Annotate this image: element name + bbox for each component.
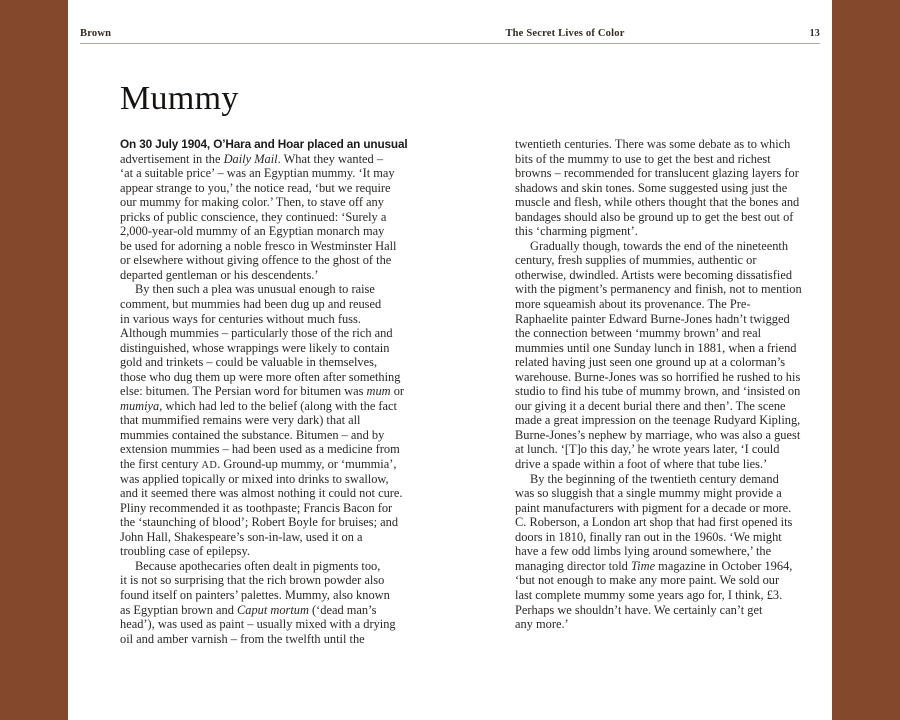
page-number: 13: [809, 28, 820, 39]
text-line: On 30 July 1904, O’Hara and Hoar placed an unusual: [120, 137, 408, 151]
text-line: advertisement in the Daily Mail. What they wanted –: [120, 151, 384, 166]
text-line: in various ways for centuries without much fuss.: [120, 311, 361, 326]
text-line: doors in 1810, finally ran out in the 1960s. ‘We might: [515, 529, 782, 544]
text-line: troubling case of epilepsy.: [120, 544, 250, 559]
text-line: mumiya, which had led to the belief (along with the fact: [120, 398, 397, 413]
text-line: bits of the mummy to use to get the best and richest: [515, 151, 771, 166]
text-column-left: [120, 137, 408, 646]
text-line: gold and trinkets – could be valuable in themselves,: [120, 355, 378, 370]
text-line: By the beginning of the twentieth century demand: [530, 471, 779, 486]
text-line: Although mummies – particularly those of the rich and: [120, 326, 393, 341]
text-line: made a great impression on the teenage Rudyard Kipling,: [515, 413, 801, 428]
text-line: Pliny recommended it as toothpaste; Francis Bacon for: [120, 500, 393, 515]
text-line: otherwise, dwindled. Artists were becoming dissatisfied: [515, 267, 793, 282]
text-line: comment, but mummies had been dug up and reused: [120, 297, 382, 312]
text-line: any more.’: [515, 617, 569, 632]
cover-spine-right: [832, 0, 900, 720]
text-line: with the pigment’s permanency and finish, not to mention: [515, 282, 802, 297]
running-head-chapter: Brown: [80, 28, 112, 39]
text-line: studio to find his tube of mummy brown, and ‘insisted on: [515, 384, 801, 399]
text-line: twentieth centuries. There was some debate as to which: [515, 137, 791, 151]
text-line: at lunch. ‘[T]o this day,’ he wrote years later, ‘I could: [515, 442, 780, 457]
text-line: distinguished, whose wrappings were likely to contain: [120, 340, 390, 355]
text-line: as Egyptian brown and Caput mortum (‘dead man’s: [120, 602, 377, 617]
text-line: those who dug them up were more often after something: [120, 369, 401, 384]
text-line: this ‘charming pigment’.: [515, 224, 638, 239]
text-line: else: bitumen. The Persian word for bitumen was mum or: [120, 384, 405, 399]
text-line: C. Roberson, a London art shop that had first opened its: [515, 515, 793, 530]
text-line: bandages should also be ground up to get the best out of: [515, 209, 794, 224]
text-line: pricks of public conscience, they continued: ‘Surely a: [120, 209, 387, 224]
text-line: shadows and skin tones. Some suggested using just the: [515, 180, 788, 195]
text-line: Because apothecaries often dealt in pigments too,: [135, 558, 381, 573]
text-line: oil and amber varnish – from the twelfth until the: [120, 631, 365, 646]
header-rule: [80, 43, 820, 44]
text-line: the first century AD. Ground-up mummy, or ‘mummia’,: [120, 457, 397, 472]
text-line: mummies contained the substance. Bitumen – and by: [120, 427, 385, 442]
text-line: Raphaelite painter Edward Burne-Jones hadn’t twigged: [515, 311, 790, 326]
text-line: be used for adorning a noble fresco in Westminster Hall: [120, 238, 397, 253]
text-line: managing director told Time magazine in October 1964,: [515, 558, 793, 573]
running-head-book-title: The Secret Lives of Color: [505, 28, 625, 39]
text-line: was applied topically or mixed into drinks to swallow,: [120, 471, 389, 486]
text-line: ‘but not enough to make any more paint. We sold our: [515, 573, 780, 588]
text-line: extension mummies – had been used as a medicine from: [120, 442, 400, 457]
text-line: that mummified remains were very dark) that all: [120, 413, 361, 428]
text-line: the ‘staunching of blood’; Robert Boyle for bruises; and: [120, 515, 399, 530]
text-line: ‘at a suitable price’ – was an Egyptian mummy. ‘It may: [120, 166, 395, 181]
text-line: muscle and flesh, while others thought that the bones and: [515, 195, 800, 210]
text-line: By then such a plea was unusual enough to raise: [135, 282, 375, 297]
text-line: it is not so surprising that the rich brown powder also: [120, 573, 385, 588]
text-line: the connection between ‘mummy brown’ and real: [515, 326, 762, 341]
book-page: [68, 0, 832, 720]
text-line: our giving it a decent burial there and then’. The scene: [515, 398, 786, 413]
text-line: related having just seen one ground up at a colorman’s: [515, 355, 786, 370]
text-line: and it seemed there was almost nothing it could not cure.: [120, 486, 403, 501]
text-line: Gradually though, towards the end of the nineteenth: [530, 238, 789, 253]
text-line: Burne-Jones’s nephew by marriage, who was also a guest: [515, 427, 801, 442]
text-line: mummies until one Sunday lunch in 1881, when a friend: [515, 340, 797, 355]
text-line: have a few odd limbs lying around somewhere,’ the: [515, 544, 772, 559]
text-line: more squeamish about its provenance. The Pre-: [515, 297, 751, 312]
text-line: found itself on painters’ palettes. Mummy, also known: [120, 587, 390, 602]
text-column-right: [515, 137, 802, 632]
text-line: Perhaps we shouldn’t have. We certainly can’t get: [515, 602, 763, 617]
text-line: drive a spade within a foot of where that tube lies.’: [515, 457, 768, 472]
text-line: last complete mummy some years ago for, I think, £3.: [515, 587, 783, 602]
cover-spine-left: [0, 0, 68, 720]
text-line: 2,000-year-old mummy of an Egyptian monarch may: [120, 224, 385, 239]
text-line: head’), was used as paint – usually mixed with a drying: [120, 617, 396, 632]
text-line: was so sluggish that a single mummy might provide a: [515, 486, 782, 501]
text-line: browns – recommended for translucent glazing layers for: [515, 166, 799, 181]
text-line: or elsewhere without giving offence to the ghost of the: [120, 253, 392, 268]
text-line: departed gentleman or his descendents.’: [120, 267, 319, 282]
text-line: warehouse. Burne-Jones was so horrified he rushed to his: [515, 369, 801, 384]
text-line: appear strange to you,’ the notice read, ‘but we require: [120, 180, 391, 195]
text-line: century, fresh supplies of mummies, authentic or: [515, 253, 757, 268]
page-title: Mummy: [120, 80, 239, 117]
text-line: John Hall, Shakespeare’s son-in-law, used it on a: [120, 529, 363, 544]
text-line: paint manufacturers with pigment for a decade or more.: [515, 500, 792, 515]
text-line: our mummy for making color.’ Then, to stave off any: [120, 195, 384, 210]
